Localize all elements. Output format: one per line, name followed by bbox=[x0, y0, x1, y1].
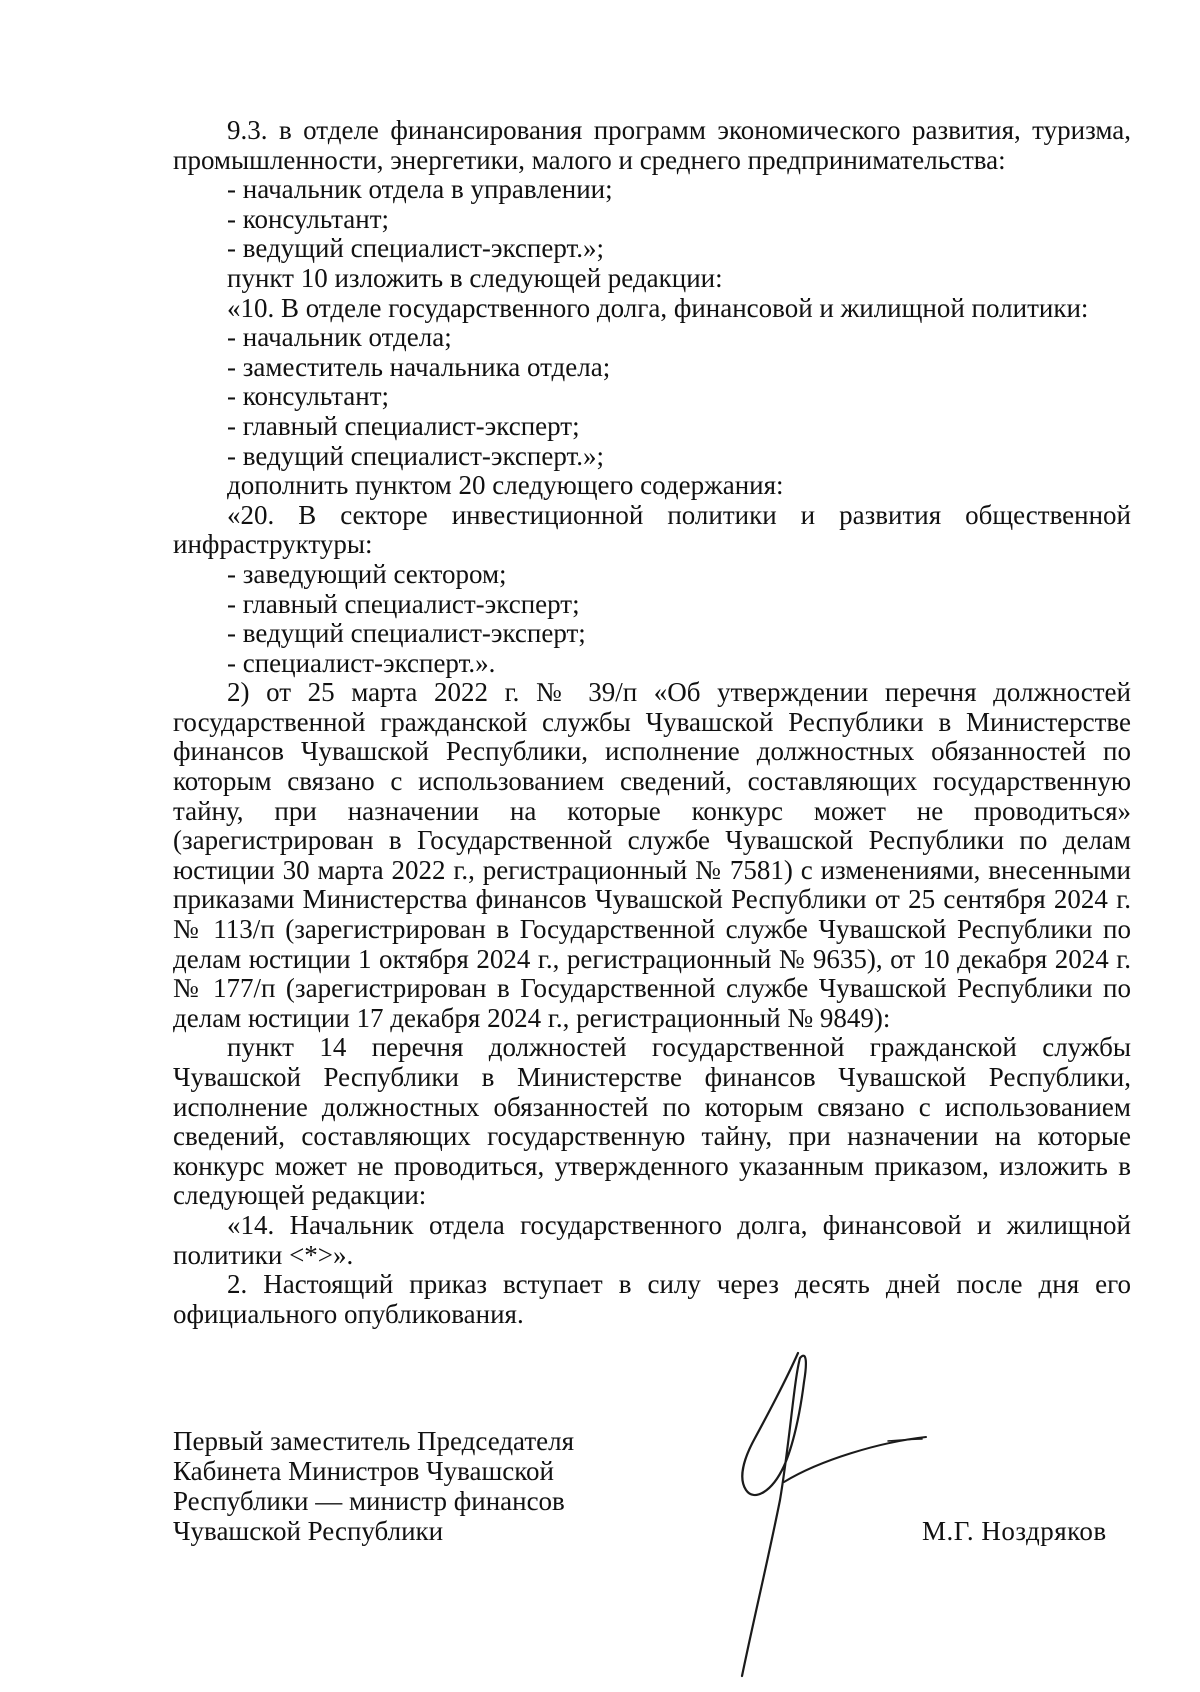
clause-14-amendment: пункт 14 перечня должностей государственной гражданской службы Чувашской Республики в Министерстве финансов Чувашской Республики, исполнение должностных обязанностей по которым связано с использованием сведений, составляющих государственную тайну, при назначении на которые конкурс может не проводиться, утвержденного указанным приказом, изложить в следующей редакции: bbox=[173, 1032, 1131, 1211]
clause-9-3: 9.3. в отделе финансирования программ экономического развития, туризма, промышленности, энергетики, малого и среднего предпринимательства: bbox=[173, 115, 1131, 175]
clause-20-heading: «20. В секторе инвестиционной политики и развития общественной инфраструктуры: bbox=[173, 499, 1131, 560]
handwritten-signature bbox=[700, 1350, 940, 1680]
list-item: - ведущий специалист-эксперт.»; bbox=[227, 440, 604, 471]
list-item: - ведущий специалист-эксперт; bbox=[227, 618, 586, 649]
signatory-name: М.Г. Ноздряков bbox=[922, 1516, 1107, 1546]
signatory-position-line: Кабинета Министров Чувашской bbox=[173, 1456, 554, 1486]
instruction-line: пункт 10 изложить в следующей редакции: bbox=[227, 262, 723, 293]
instruction-line: дополнить пунктом 20 следующего содержания: bbox=[227, 470, 784, 501]
list-item: - главный специалист-эксперт; bbox=[227, 410, 580, 441]
clause-2-order-reference: 2) от 25 марта 2022 г. № 39/п «Об утверждении перечня должностей государственной гражданской службы Чувашской Республики в Министерстве финансов Чувашской Республики, исполнение должностных обязанностей по которым связано с использованием сведений, составляющих государственную тайну, при назначении на которые конкурс может не проводиться» (зарегистрирован в Государственной службе Чувашской Республики по делам юстиции 30 марта 2022 г., регистрационный № 7581) с изменениями, внесенными приказами Министерства финансов Чувашской Республики от 25 сентября 2024 г. № 113/п (зарегистрирован в Государственной службе Чувашской Республики по делам юстиции 1 октября 2024 г., регистрационный № 9635), от 10 декабря 2024 г. № 177/п (зарегистрирован в Государственной службе Чувашской Республики по делам юстиции 17 декабря 2024 г., регистрационный № 9849): bbox=[173, 677, 1131, 1033]
list-item: - начальник отдела; bbox=[227, 322, 452, 353]
list-item: - начальник отдела в управлении; bbox=[227, 174, 613, 205]
list-item: - ведущий специалист-эксперт.»; bbox=[227, 233, 604, 264]
signatory-position bbox=[173, 1426, 574, 1546]
effective-date-clause: 2. Настоящий приказ вступает в силу через десять дней после дня его официального опубликования. bbox=[173, 1269, 1131, 1329]
list-item: - консультант; bbox=[227, 381, 389, 412]
list-item: - главный специалист-эксперт; bbox=[227, 588, 580, 619]
signatory-position-line: Республики — министр финансов bbox=[173, 1486, 565, 1516]
list-item: - консультант; bbox=[227, 203, 389, 234]
list-item: - заведующий сектором; bbox=[227, 558, 507, 589]
document-body bbox=[173, 116, 1131, 1329]
signatory-position-line: Первый заместитель Председателя bbox=[173, 1426, 575, 1456]
signatory-position-line: Чувашской Республики bbox=[173, 1516, 444, 1546]
list-item: - специалист-эксперт.». bbox=[227, 647, 496, 678]
clause-14-text: «14. Начальник отдела государственного долга, финансовой и жилищной политики <*>». bbox=[173, 1209, 1131, 1270]
list-item: - заместитель начальника отдела; bbox=[227, 351, 611, 382]
clause-10-heading: «10. В отделе государственного долга, финансовой и жилищной политики: bbox=[227, 292, 1089, 323]
